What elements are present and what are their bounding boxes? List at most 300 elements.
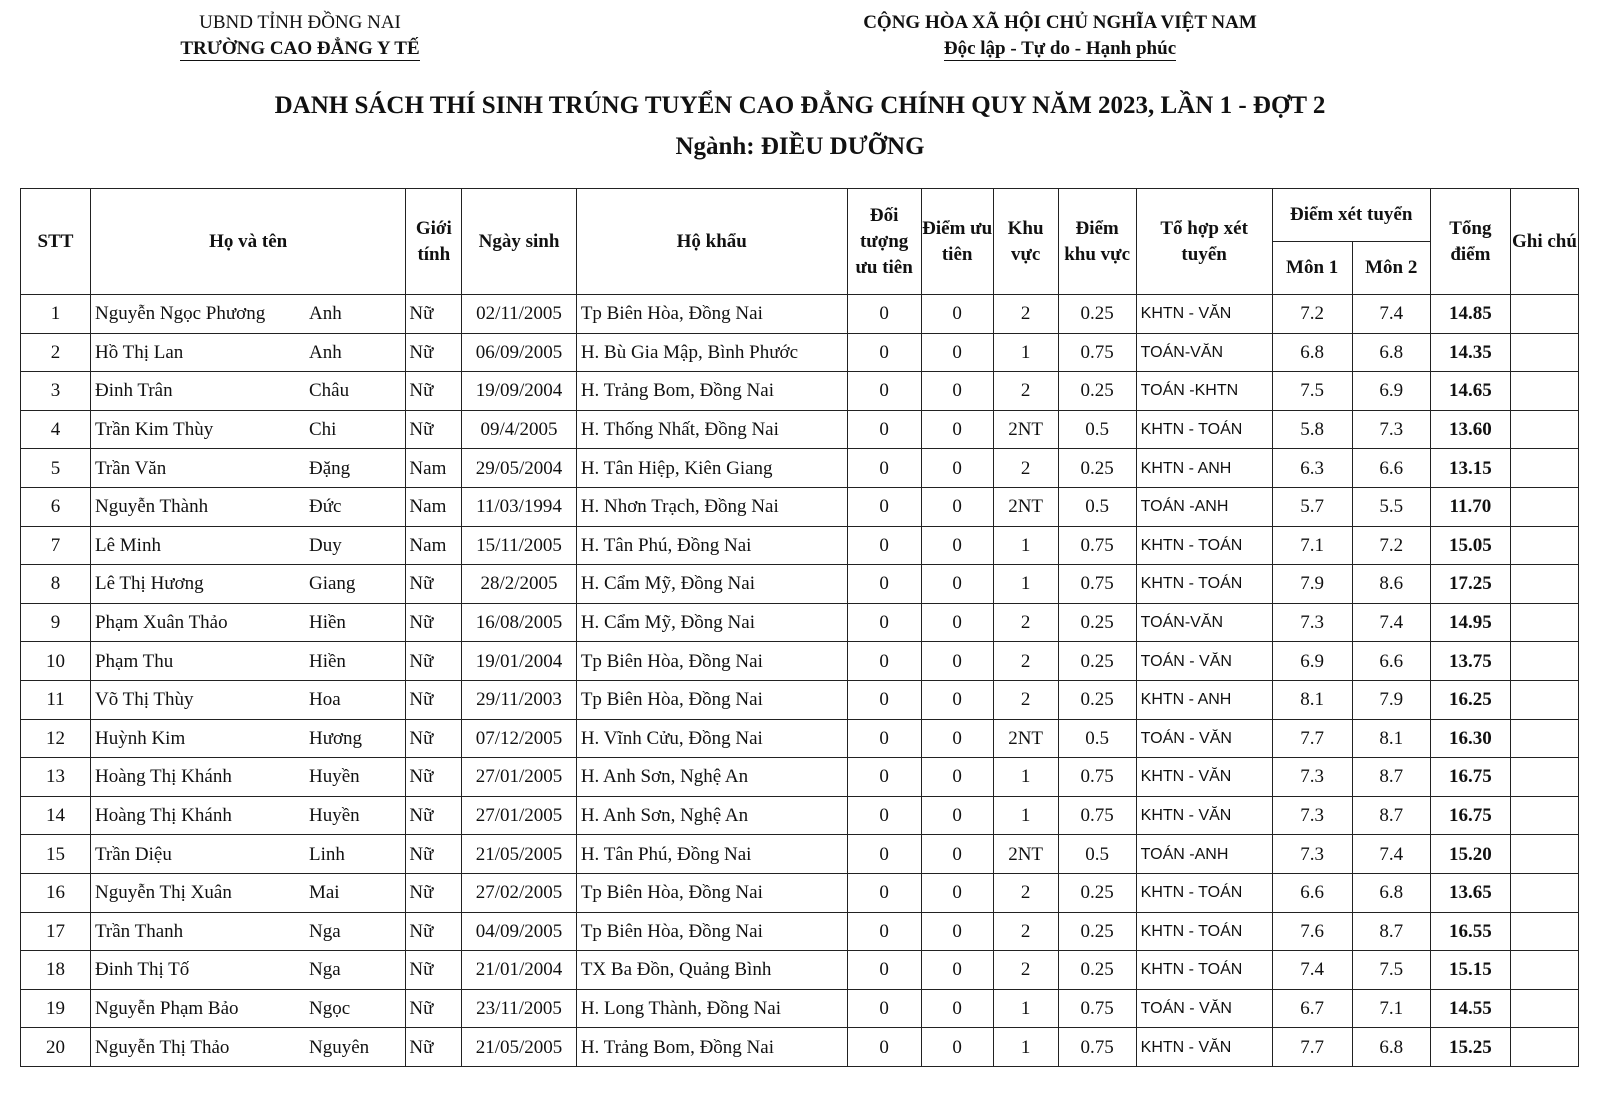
stt-cell: 11 xyxy=(21,680,91,719)
table-row xyxy=(21,1028,1579,1067)
given-name-text: Huyền xyxy=(308,766,360,788)
issuer-line-1: UBND TỈNH ĐỒNG NAI xyxy=(199,12,401,33)
table-row xyxy=(21,796,1579,835)
given-name-text: Nga xyxy=(308,959,341,981)
subject-1-cell: 7.3 xyxy=(1272,796,1352,835)
subject-2-cell: 7.5 xyxy=(1352,951,1430,990)
total-cell: 13.60 xyxy=(1430,410,1510,449)
priority-score-cell: 0 xyxy=(921,912,993,951)
priority-group-cell: 0 xyxy=(847,758,921,797)
region-cell: 2NT xyxy=(993,410,1058,449)
dob-cell: 09/4/2005 xyxy=(462,410,577,449)
combination-cell: KHTN - TOÁN xyxy=(1136,526,1272,565)
dob-cell: 29/05/2004 xyxy=(462,449,577,488)
gender-cell: Nữ xyxy=(406,1028,462,1067)
dob-cell: 27/02/2005 xyxy=(462,873,577,912)
table-row xyxy=(21,487,1579,526)
table-row xyxy=(21,758,1579,797)
subject-1-cell: 7.1 xyxy=(1272,526,1352,565)
table-row xyxy=(21,410,1579,449)
stt-cell: 20 xyxy=(21,1028,91,1067)
region-cell: 2 xyxy=(993,912,1058,951)
surname-text: Hoàng Thị Khánh xyxy=(94,766,232,788)
region-score-cell: 0.25 xyxy=(1058,603,1136,642)
col-header-priority-group: Đối tượng ưu tiên xyxy=(847,189,921,295)
gender-cell: Nam xyxy=(406,487,462,526)
stt-cell: 9 xyxy=(21,603,91,642)
name-cell xyxy=(90,487,405,526)
table-row xyxy=(21,449,1579,488)
given-name-text: Châu xyxy=(308,380,350,402)
surname-text: Nguyễn Phạm Bảo xyxy=(94,997,239,1019)
surname-text: Đinh Trân xyxy=(94,380,173,402)
combination-cell: KHTN - ANH xyxy=(1136,449,1272,488)
address-cell: H. Tân Phú, Đồng Nai xyxy=(576,526,847,565)
dob-cell: 04/09/2005 xyxy=(462,912,577,951)
given-name-text: Huyền xyxy=(308,805,360,827)
surname-text: Nguyễn Thị Xuân xyxy=(94,882,232,904)
dob-cell: 27/01/2005 xyxy=(462,758,577,797)
surname-text: Nguyễn Ngọc Phương xyxy=(94,303,266,325)
subject-1-cell: 6.8 xyxy=(1272,333,1352,372)
subject-1-cell: 8.1 xyxy=(1272,680,1352,719)
name-cell xyxy=(90,565,405,604)
region-score-cell: 0.75 xyxy=(1058,989,1136,1028)
stt-cell: 18 xyxy=(21,951,91,990)
table-row xyxy=(21,835,1579,874)
note-cell xyxy=(1510,295,1578,334)
combination-cell: KHTN - TOÁN xyxy=(1136,912,1272,951)
subject-1-cell: 7.3 xyxy=(1272,758,1352,797)
surname-text: Trần Diệu xyxy=(94,843,172,865)
col-header-stt: STT xyxy=(21,189,91,295)
combination-cell: KHTN - VĂN xyxy=(1136,1028,1272,1067)
region-cell: 2 xyxy=(993,372,1058,411)
name-cell xyxy=(90,758,405,797)
region-score-cell: 0.75 xyxy=(1058,796,1136,835)
priority-score-cell: 0 xyxy=(921,873,993,912)
subject-1-cell: 6.9 xyxy=(1272,642,1352,681)
subject-2-cell: 6.9 xyxy=(1352,372,1430,411)
region-cell: 1 xyxy=(993,526,1058,565)
surname-text: Trần Văn xyxy=(94,457,167,479)
given-name-text: Linh xyxy=(308,843,345,865)
address-cell: Tp Biên Hòa, Đồng Nai xyxy=(576,295,847,334)
given-name-text: Đặng xyxy=(308,457,351,479)
surname-text: Trần Kim Thùy xyxy=(94,419,214,441)
priority-group-cell: 0 xyxy=(847,951,921,990)
combination-cell: TOÁN-VĂN xyxy=(1136,603,1272,642)
address-cell: TX Ba Đồn, Quảng Bình xyxy=(576,951,847,990)
priority-group-cell: 0 xyxy=(847,565,921,604)
subject-2-cell: 8.6 xyxy=(1352,565,1430,604)
given-name-text: Duy xyxy=(308,534,342,556)
note-cell xyxy=(1510,410,1578,449)
table-row xyxy=(21,873,1579,912)
region-cell: 1 xyxy=(993,989,1058,1028)
region-cell: 2 xyxy=(993,603,1058,642)
combination-cell: KHTN - TOÁN xyxy=(1136,951,1272,990)
stt-cell: 2 xyxy=(21,333,91,372)
priority-score-cell: 0 xyxy=(921,642,993,681)
subject-2-cell: 7.4 xyxy=(1352,835,1430,874)
stt-cell: 7 xyxy=(21,526,91,565)
subject-2-cell: 8.7 xyxy=(1352,758,1430,797)
priority-score-cell: 0 xyxy=(921,680,993,719)
col-header-combination: Tổ hợp xét tuyển xyxy=(1136,189,1272,295)
combination-cell: TOÁN -ANH xyxy=(1136,835,1272,874)
gender-cell: Nữ xyxy=(406,680,462,719)
col-header-subject-2: Môn 2 xyxy=(1352,242,1430,295)
given-name-text: Nguyên xyxy=(308,1036,370,1058)
subject-2-cell: 7.9 xyxy=(1352,680,1430,719)
total-cell: 15.25 xyxy=(1430,1028,1510,1067)
priority-score-cell: 0 xyxy=(921,565,993,604)
surname-text: Nguyễn Thị Thảo xyxy=(94,1036,230,1058)
region-score-cell: 0.75 xyxy=(1058,526,1136,565)
region-cell: 2NT xyxy=(993,719,1058,758)
stt-cell: 16 xyxy=(21,873,91,912)
surname-text: Phạm Thu xyxy=(94,650,174,672)
subject-1-cell: 5.7 xyxy=(1272,487,1352,526)
surname-text: Hồ Thị Lan xyxy=(94,341,184,363)
address-cell: Tp Biên Hòa, Đồng Nai xyxy=(576,642,847,681)
region-score-cell: 0.25 xyxy=(1058,295,1136,334)
dob-cell: 19/09/2004 xyxy=(462,372,577,411)
col-header-priority-score: Điểm ưu tiên xyxy=(921,189,993,295)
given-name-text: Hiền xyxy=(308,612,346,634)
priority-group-cell: 0 xyxy=(847,989,921,1028)
surname-text: Huỳnh Kim xyxy=(94,727,186,749)
table-row xyxy=(21,333,1579,372)
table-row xyxy=(21,295,1579,334)
priority-group-cell: 0 xyxy=(847,526,921,565)
priority-score-cell: 0 xyxy=(921,835,993,874)
region-score-cell: 0.25 xyxy=(1058,951,1136,990)
priority-group-cell: 0 xyxy=(847,680,921,719)
surname-text: Lê Minh xyxy=(94,534,161,556)
total-cell: 16.30 xyxy=(1430,719,1510,758)
dob-cell: 21/05/2005 xyxy=(462,835,577,874)
name-cell xyxy=(90,719,405,758)
name-cell xyxy=(90,951,405,990)
name-cell xyxy=(90,526,405,565)
col-header-region-score: Điểm khu vực xyxy=(1058,189,1136,295)
address-cell: H. Vĩnh Cửu, Đồng Nai xyxy=(576,719,847,758)
note-cell xyxy=(1510,487,1578,526)
total-cell: 17.25 xyxy=(1430,565,1510,604)
name-cell xyxy=(90,1028,405,1067)
priority-group-cell: 0 xyxy=(847,873,921,912)
region-score-cell: 0.5 xyxy=(1058,410,1136,449)
priority-score-cell: 0 xyxy=(921,989,993,1028)
dob-cell: 28/2/2005 xyxy=(462,565,577,604)
priority-group-cell: 0 xyxy=(847,1028,921,1067)
total-cell: 15.20 xyxy=(1430,835,1510,874)
name-cell xyxy=(90,912,405,951)
name-cell xyxy=(90,295,405,334)
stt-cell: 4 xyxy=(21,410,91,449)
surname-text: Hoàng Thị Khánh xyxy=(94,805,232,827)
total-cell: 14.55 xyxy=(1430,989,1510,1028)
note-cell xyxy=(1510,642,1578,681)
col-header-subject-1: Môn 1 xyxy=(1272,242,1352,295)
subject-2-cell: 7.3 xyxy=(1352,410,1430,449)
given-name-text: Giang xyxy=(308,573,356,595)
note-cell xyxy=(1510,449,1578,488)
combination-cell: KHTN - VĂN xyxy=(1136,796,1272,835)
total-cell: 16.75 xyxy=(1430,796,1510,835)
col-header-note: Ghi chú xyxy=(1510,189,1578,295)
total-cell: 11.70 xyxy=(1430,487,1510,526)
subject-2-cell: 8.7 xyxy=(1352,912,1430,951)
note-cell xyxy=(1510,719,1578,758)
subject-1-cell: 6.7 xyxy=(1272,989,1352,1028)
table-row xyxy=(21,526,1579,565)
subject-2-cell: 6.8 xyxy=(1352,1028,1430,1067)
stt-cell: 17 xyxy=(21,912,91,951)
dob-cell: 16/08/2005 xyxy=(462,603,577,642)
address-cell: Tp Biên Hòa, Đồng Nai xyxy=(576,912,847,951)
priority-group-cell: 0 xyxy=(847,295,921,334)
region-cell: 1 xyxy=(993,565,1058,604)
priority-score-cell: 0 xyxy=(921,372,993,411)
priority-group-cell: 0 xyxy=(847,333,921,372)
priority-score-cell: 0 xyxy=(921,526,993,565)
given-name-text: Mai xyxy=(308,882,340,904)
address-cell: H. Nhơn Trạch, Đồng Nai xyxy=(576,487,847,526)
nation-header xyxy=(830,10,1290,62)
dob-cell: 19/01/2004 xyxy=(462,642,577,681)
stt-cell: 14 xyxy=(21,796,91,835)
stt-cell: 6 xyxy=(21,487,91,526)
region-cell: 2 xyxy=(993,873,1058,912)
address-cell: Tp Biên Hòa, Đồng Nai xyxy=(576,873,847,912)
dob-cell: 06/09/2005 xyxy=(462,333,577,372)
subject-2-cell: 7.4 xyxy=(1352,603,1430,642)
given-name-text: Hoa xyxy=(308,689,341,711)
gender-cell: Nữ xyxy=(406,989,462,1028)
region-cell: 2 xyxy=(993,951,1058,990)
given-name-text: Đức xyxy=(308,496,342,518)
total-cell: 15.15 xyxy=(1430,951,1510,990)
gender-cell: Nữ xyxy=(406,796,462,835)
table-row xyxy=(21,680,1579,719)
note-cell xyxy=(1510,603,1578,642)
combination-cell: TOÁN -KHTN xyxy=(1136,372,1272,411)
region-score-cell: 0.75 xyxy=(1058,333,1136,372)
region-score-cell: 0.25 xyxy=(1058,449,1136,488)
name-cell xyxy=(90,796,405,835)
priority-score-cell: 0 xyxy=(921,758,993,797)
subject-1-cell: 7.9 xyxy=(1272,565,1352,604)
given-name-text: Anh xyxy=(308,303,342,325)
total-cell: 13.75 xyxy=(1430,642,1510,681)
note-cell xyxy=(1510,989,1578,1028)
region-score-cell: 0.75 xyxy=(1058,758,1136,797)
region-score-cell: 0.5 xyxy=(1058,835,1136,874)
gender-cell: Nữ xyxy=(406,719,462,758)
priority-score-cell: 0 xyxy=(921,1028,993,1067)
address-cell: H. Long Thành, Đồng Nai xyxy=(576,989,847,1028)
priority-group-cell: 0 xyxy=(847,372,921,411)
combination-cell: KHTN - ANH xyxy=(1136,680,1272,719)
stt-cell: 13 xyxy=(21,758,91,797)
col-header-name: Họ và tên xyxy=(90,189,405,295)
gender-cell: Nữ xyxy=(406,603,462,642)
region-cell: 2NT xyxy=(993,487,1058,526)
dob-cell: 02/11/2005 xyxy=(462,295,577,334)
note-cell xyxy=(1510,1028,1578,1067)
name-cell xyxy=(90,989,405,1028)
given-name-text: Ngọc xyxy=(308,997,351,1019)
total-cell: 14.35 xyxy=(1430,333,1510,372)
issuer-line-2: TRƯỜNG CAO ĐẲNG Y TẾ xyxy=(180,38,420,59)
nation-line-1: CỘNG HÒA XÃ HỘI CHỦ NGHĨA VIỆT NAM xyxy=(863,12,1257,33)
stt-cell: 3 xyxy=(21,372,91,411)
gender-cell: Nữ xyxy=(406,912,462,951)
surname-text: Đinh Thị Tố xyxy=(94,959,190,981)
gender-cell: Nữ xyxy=(406,333,462,372)
region-cell: 2NT xyxy=(993,835,1058,874)
combination-cell: KHTN - TOÁN xyxy=(1136,410,1272,449)
priority-group-cell: 0 xyxy=(847,642,921,681)
note-cell xyxy=(1510,796,1578,835)
name-cell xyxy=(90,680,405,719)
address-cell: H. Tân Hiệp, Kiên Giang xyxy=(576,449,847,488)
note-cell xyxy=(1510,758,1578,797)
gender-cell: Nữ xyxy=(406,642,462,681)
dob-cell: 21/01/2004 xyxy=(462,951,577,990)
dob-cell: 15/11/2005 xyxy=(462,526,577,565)
subject-2-cell: 7.1 xyxy=(1352,989,1430,1028)
subject-2-cell: 7.4 xyxy=(1352,295,1430,334)
dob-cell: 21/05/2005 xyxy=(462,1028,577,1067)
region-score-cell: 0.25 xyxy=(1058,873,1136,912)
dob-cell: 23/11/2005 xyxy=(462,989,577,1028)
note-cell xyxy=(1510,565,1578,604)
given-name-text: Anh xyxy=(308,341,342,363)
priority-score-cell: 0 xyxy=(921,295,993,334)
subject-2-cell: 7.2 xyxy=(1352,526,1430,565)
subject-2-cell: 6.6 xyxy=(1352,642,1430,681)
note-cell xyxy=(1510,526,1578,565)
region-cell: 2 xyxy=(993,295,1058,334)
subject-2-cell: 6.8 xyxy=(1352,333,1430,372)
region-cell: 2 xyxy=(993,642,1058,681)
priority-group-cell: 0 xyxy=(847,410,921,449)
surname-text: Võ Thị Thùy xyxy=(94,689,194,711)
total-cell: 16.55 xyxy=(1430,912,1510,951)
note-cell xyxy=(1510,835,1578,874)
region-score-cell: 0.75 xyxy=(1058,565,1136,604)
priority-group-cell: 0 xyxy=(847,796,921,835)
name-cell xyxy=(90,372,405,411)
table-row xyxy=(21,565,1579,604)
gender-cell: Nữ xyxy=(406,835,462,874)
name-cell xyxy=(90,410,405,449)
note-cell xyxy=(1510,372,1578,411)
note-cell xyxy=(1510,680,1578,719)
priority-score-cell: 0 xyxy=(921,719,993,758)
address-cell: H. Trảng Bom, Đồng Nai xyxy=(576,1028,847,1067)
total-cell: 15.05 xyxy=(1430,526,1510,565)
region-cell: 1 xyxy=(993,333,1058,372)
stt-cell: 15 xyxy=(21,835,91,874)
address-cell: H. Anh Sơn, Nghệ An xyxy=(576,758,847,797)
stt-cell: 19 xyxy=(21,989,91,1028)
subject-1-cell: 6.3 xyxy=(1272,449,1352,488)
name-cell xyxy=(90,333,405,372)
region-cell: 2 xyxy=(993,680,1058,719)
total-cell: 16.75 xyxy=(1430,758,1510,797)
subject-2-cell: 6.6 xyxy=(1352,449,1430,488)
priority-score-cell: 0 xyxy=(921,333,993,372)
table-row xyxy=(21,951,1579,990)
col-header-address: Hộ khẩu xyxy=(576,189,847,295)
region-cell: 1 xyxy=(993,1028,1058,1067)
gender-cell: Nữ xyxy=(406,295,462,334)
priority-group-cell: 0 xyxy=(847,835,921,874)
col-header-gender: Giới tính xyxy=(406,189,462,295)
gender-cell: Nữ xyxy=(406,372,462,411)
subject-1-cell: 7.3 xyxy=(1272,835,1352,874)
address-cell: H. Tân Phú, Đồng Nai xyxy=(576,835,847,874)
table-row xyxy=(21,642,1579,681)
region-score-cell: 0.75 xyxy=(1058,1028,1136,1067)
priority-score-cell: 0 xyxy=(921,951,993,990)
name-cell xyxy=(90,449,405,488)
name-cell xyxy=(90,642,405,681)
note-cell xyxy=(1510,912,1578,951)
region-score-cell: 0.25 xyxy=(1058,642,1136,681)
surname-text: Phạm Xuân Thảo xyxy=(94,612,228,634)
region-score-cell: 0.25 xyxy=(1058,372,1136,411)
col-header-total: Tổng điểm xyxy=(1430,189,1510,295)
name-cell xyxy=(90,873,405,912)
combination-cell: TOÁN - VĂN xyxy=(1136,642,1272,681)
surname-text: Nguyễn Thành xyxy=(94,496,209,518)
name-cell xyxy=(90,835,405,874)
dob-cell: 07/12/2005 xyxy=(462,719,577,758)
table-body xyxy=(21,295,1579,1067)
combination-cell: TOÁN -ANH xyxy=(1136,487,1272,526)
dob-cell: 11/03/1994 xyxy=(462,487,577,526)
col-header-region: Khu vực xyxy=(993,189,1058,295)
given-name-text: Hương xyxy=(308,727,363,749)
stt-cell: 1 xyxy=(21,295,91,334)
subject-1-cell: 7.7 xyxy=(1272,1028,1352,1067)
priority-score-cell: 0 xyxy=(921,796,993,835)
priority-score-cell: 0 xyxy=(921,410,993,449)
subject-1-cell: 6.6 xyxy=(1272,873,1352,912)
combination-cell: TOÁN - VĂN xyxy=(1136,719,1272,758)
note-cell xyxy=(1510,873,1578,912)
dob-cell: 27/01/2005 xyxy=(462,796,577,835)
stt-cell: 12 xyxy=(21,719,91,758)
region-cell: 1 xyxy=(993,796,1058,835)
total-cell: 16.25 xyxy=(1430,680,1510,719)
address-cell: Tp Biên Hòa, Đồng Nai xyxy=(576,680,847,719)
gender-cell: Nữ xyxy=(406,758,462,797)
given-name-text: Hiền xyxy=(308,650,346,672)
priority-score-cell: 0 xyxy=(921,487,993,526)
region-cell: 2 xyxy=(993,449,1058,488)
subject-1-cell: 7.6 xyxy=(1272,912,1352,951)
table-row xyxy=(21,719,1579,758)
nation-motto: Độc lập - Tự do - Hạnh phúc xyxy=(943,38,1177,59)
dob-cell: 29/11/2003 xyxy=(462,680,577,719)
